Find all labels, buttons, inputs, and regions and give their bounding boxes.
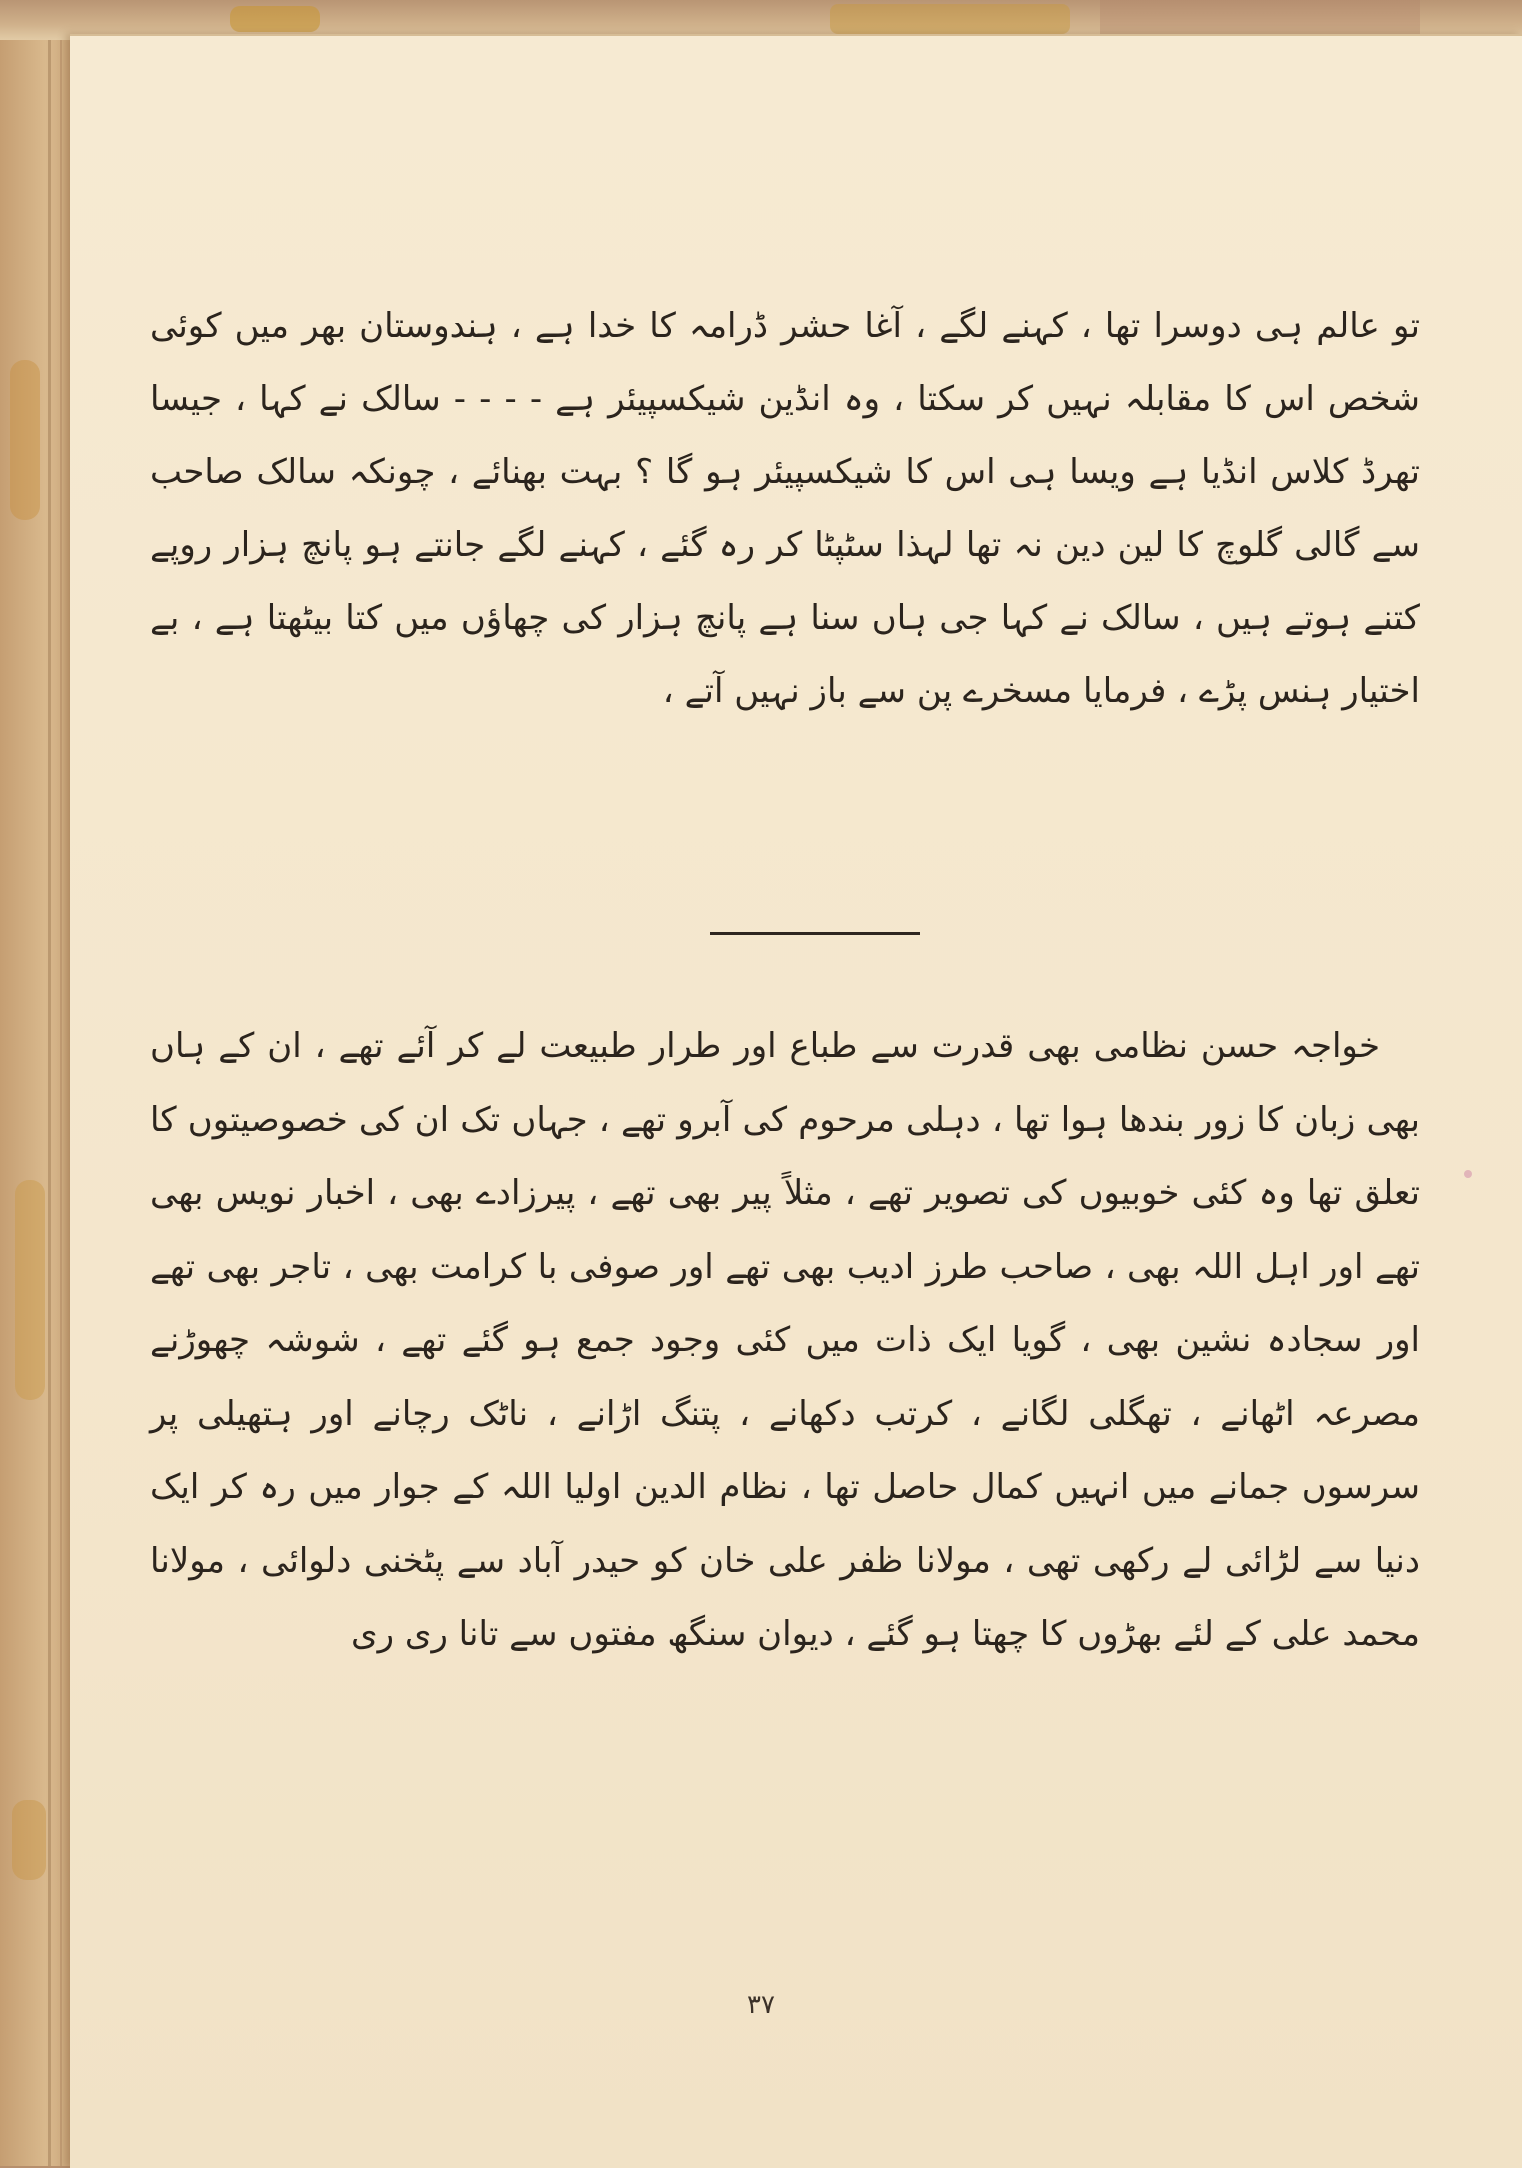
paragraph-2: خواجہ حسن نظامی بھی قدرت سے طباع اور طرار طبیعت لے کر آئے تھے ، ان کے ہاں بھی زبان کا زور بندھا ہوا تھا ، دہلی مرحوم کی آبرو تھے ، جہاں تک ان کی خصوصیتوں کا تعلق تھا وہ کئی خوبیوں کی تصویر تھے ، مثلاً پیر بھی تھے ، پیرزادے بھی ، اخبار نویس بھی تھے اور اہل اللہ بھی ، صاحب طرز ادیب بھی تھے اور صوفی با کرامت بھی ، تاجر بھی تھے اور سجادہ نشین بھی ، گویا ایک ذات میں کئی وجود جمع ہو گئے تھے ، شوشہ چھوڑنے مصرعہ اٹھانے ، تھگلی لگانے ، کرتب دکھانے ، پتنگ اڑانے ، ناٹک رچانے اور ہتھیلی پر سرسوں جمانے میں انہیں کمال حاصل تھا ، نظام الدین اولیا اللہ کے جوار میں رہ کر ایک دنیا سے لڑائی لے رکھی تھی ، مولانا ظفر علی خان کو حیدر آباد سے پٹخنی دلوائی ، مولانا محمد علی کے لئے بھڑوں کا چھتا ہو گئے ، دیوان سنگھ مفتوں سے تانا ری ری — [150, 1026, 1420, 1654]
paper-stain — [230, 6, 320, 32]
page-edge-line — [48, 40, 51, 2166]
paper-stain — [10, 360, 40, 520]
ink-speck — [1464, 1170, 1472, 1178]
paper-stain — [12, 1800, 46, 1880]
paper-stain — [15, 1180, 45, 1400]
paper-stain — [1100, 0, 1420, 34]
paragraph-1: تو عالم ہی دوسرا تھا ، کہنے لگے ، آغا حشر ڈرامہ کا خدا ہے ، ہندوستان بھر میں کوئی شخص اس کا مقابلہ نہیں کر سکتا ، وہ انڈین شیکسپیئر ہے - - - - سالک نے کہا ، جیسا تھرڈ کلاس انڈیا ہے ویسا ہی اس کا شیکسپیئر ہو گا ؟ بہت بھنائے ، چونکہ سالک صاحب سے گالی گلوچ کا لین دین نہ تھا لہذا سٹپٹا کر رہ گئے ، کہنے لگے جانتے ہو پانچ ہزار روپے کتنے ہوتے ہیں ، سالک نے کہا جی ہاں سنا ہے پانچ ہزار کی چھاؤں میں کتا بیٹھتا ہے ، بے اختیار ہنس پڑے ، فرمایا مسخرے پن سے باز نہیں آتے ، — [150, 306, 1420, 711]
section-divider — [710, 932, 920, 935]
paper-stain — [830, 4, 1070, 34]
page-edge-line — [60, 40, 62, 2166]
page-number: ۳۷ — [747, 1990, 775, 2020]
